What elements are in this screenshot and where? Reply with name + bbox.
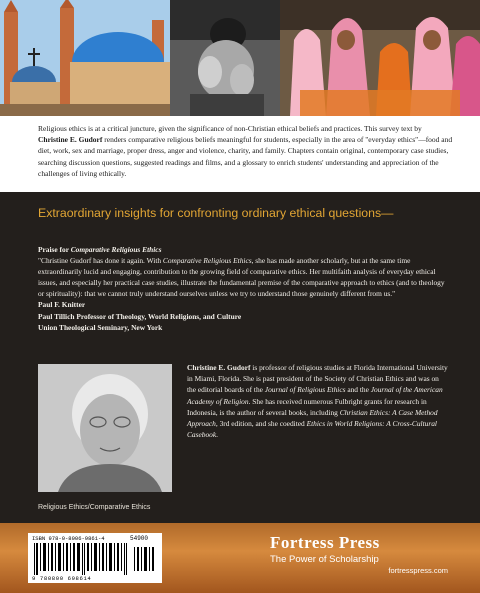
- author-portrait-image: [38, 364, 172, 492]
- author-photo: [38, 364, 172, 492]
- author-bio: [187, 362, 449, 440]
- quote-title: Comparative Religious Ethics: [162, 256, 252, 266]
- photo-child-sitting: [170, 0, 280, 116]
- publisher-name: Fortress Press: [270, 533, 380, 552]
- quote-part-1: "Christine Gudorf has done it again. With: [38, 256, 163, 266]
- barcode-graphic: [32, 543, 158, 575]
- endorser-position: Paul Tillich Professor of Theology, World Religions, and Culture: [38, 311, 242, 321]
- barcode-panel: [28, 533, 162, 583]
- isbn-digits: 9 780800 698614: [32, 575, 92, 582]
- footer-band: [0, 523, 480, 593]
- category-label: Religious Ethics/Comparative Ethics: [38, 504, 151, 511]
- photo-mosque-domes: [0, 0, 170, 116]
- photo-veiled-women: [280, 0, 480, 116]
- praise-quote: [38, 255, 448, 299]
- endorser-name: Paul F. Knitter: [38, 300, 86, 310]
- description-panel: [0, 116, 480, 192]
- praise-section: [38, 244, 448, 333]
- praise-heading: [38, 244, 448, 255]
- mosque-domes-image: [0, 0, 170, 116]
- bio-journal-1: Journal of Religious Ethics: [264, 385, 346, 395]
- bio-text-4: , 3rd edition, and she coedited: [215, 419, 307, 429]
- tagline: Extraordinary insights for confronting ordinary ethical questions—: [38, 206, 394, 220]
- bio-book-1: Christian Ethics: A Case Method Approach: [187, 407, 438, 429]
- bio-name: Christine E. Gudorf: [187, 363, 251, 372]
- description-part-1: Religious ethics is at a critical juncture, given the significance of non-Christian ethical beliefs and practices. This survey text by: [38, 124, 422, 133]
- child-sitting-image: [170, 0, 280, 116]
- description-text: [0, 116, 480, 179]
- quote-part-2: , she has made another scholarly, but at the same time extraordinarily lucid and engaging, contribution to the growing field of comparative ethics. Her multifaith analysis of everyday ethical issues, and especially her practical case studies, illustrate the fundamental premise of the comparative approach to ethics (and to theology or spirituality): that we cannot truly understand ourselves unless we try to understand those genuinely different from us.": [38, 256, 445, 299]
- publisher-block: [270, 533, 460, 575]
- photo-strip: [0, 0, 480, 116]
- bio-text-1: is professor of religious studies at Florida International University in Miami, Florida. She is past president of the Society of Christian Ethics and was on the editorial boards of the: [187, 363, 448, 395]
- publisher-url[interactable]: fortresspress.com: [388, 566, 448, 575]
- description-part-2: renders comparative religious beliefs meaningful for students, especially in the area of "everyday ethics"—food and diet, work, sex and marriage, proper dress, anger and violence, charity, and family. Chapters contain original, contemporary case studies, searching discussion questions, suggested readings and films, and a glossary to enrich students' understanding and appreciation of the challenges of living ethically.: [38, 135, 453, 178]
- bio-journal-2: Journal of the American Academy of Religion: [187, 385, 443, 406]
- praise-heading-prefix: Praise for: [38, 245, 71, 254]
- publisher-slogan: The Power of Scholarship: [270, 554, 379, 565]
- isbn-text: ISBN 978-0-8006-9861-4: [32, 535, 105, 542]
- bio-text-3: . She has received numerous Fulbright grants for research in Indonesia, is the author of several books, including: [187, 396, 427, 417]
- veiled-women-image: [280, 0, 480, 116]
- bio-book-2: Ethics in World Religions: A Cross-Cultural Casebook: [187, 419, 437, 440]
- bio-text-5: .: [216, 430, 219, 440]
- bio-text-2: and the: [345, 385, 371, 395]
- praise-heading-title: Comparative Religious Ethics: [70, 245, 162, 254]
- description-author: Christine E. Gudorf: [38, 135, 103, 145]
- praise-bio-panel: [0, 192, 480, 523]
- price-code: 54900: [130, 535, 149, 542]
- endorser-institution: Union Theological Seminary, New York: [38, 322, 163, 332]
